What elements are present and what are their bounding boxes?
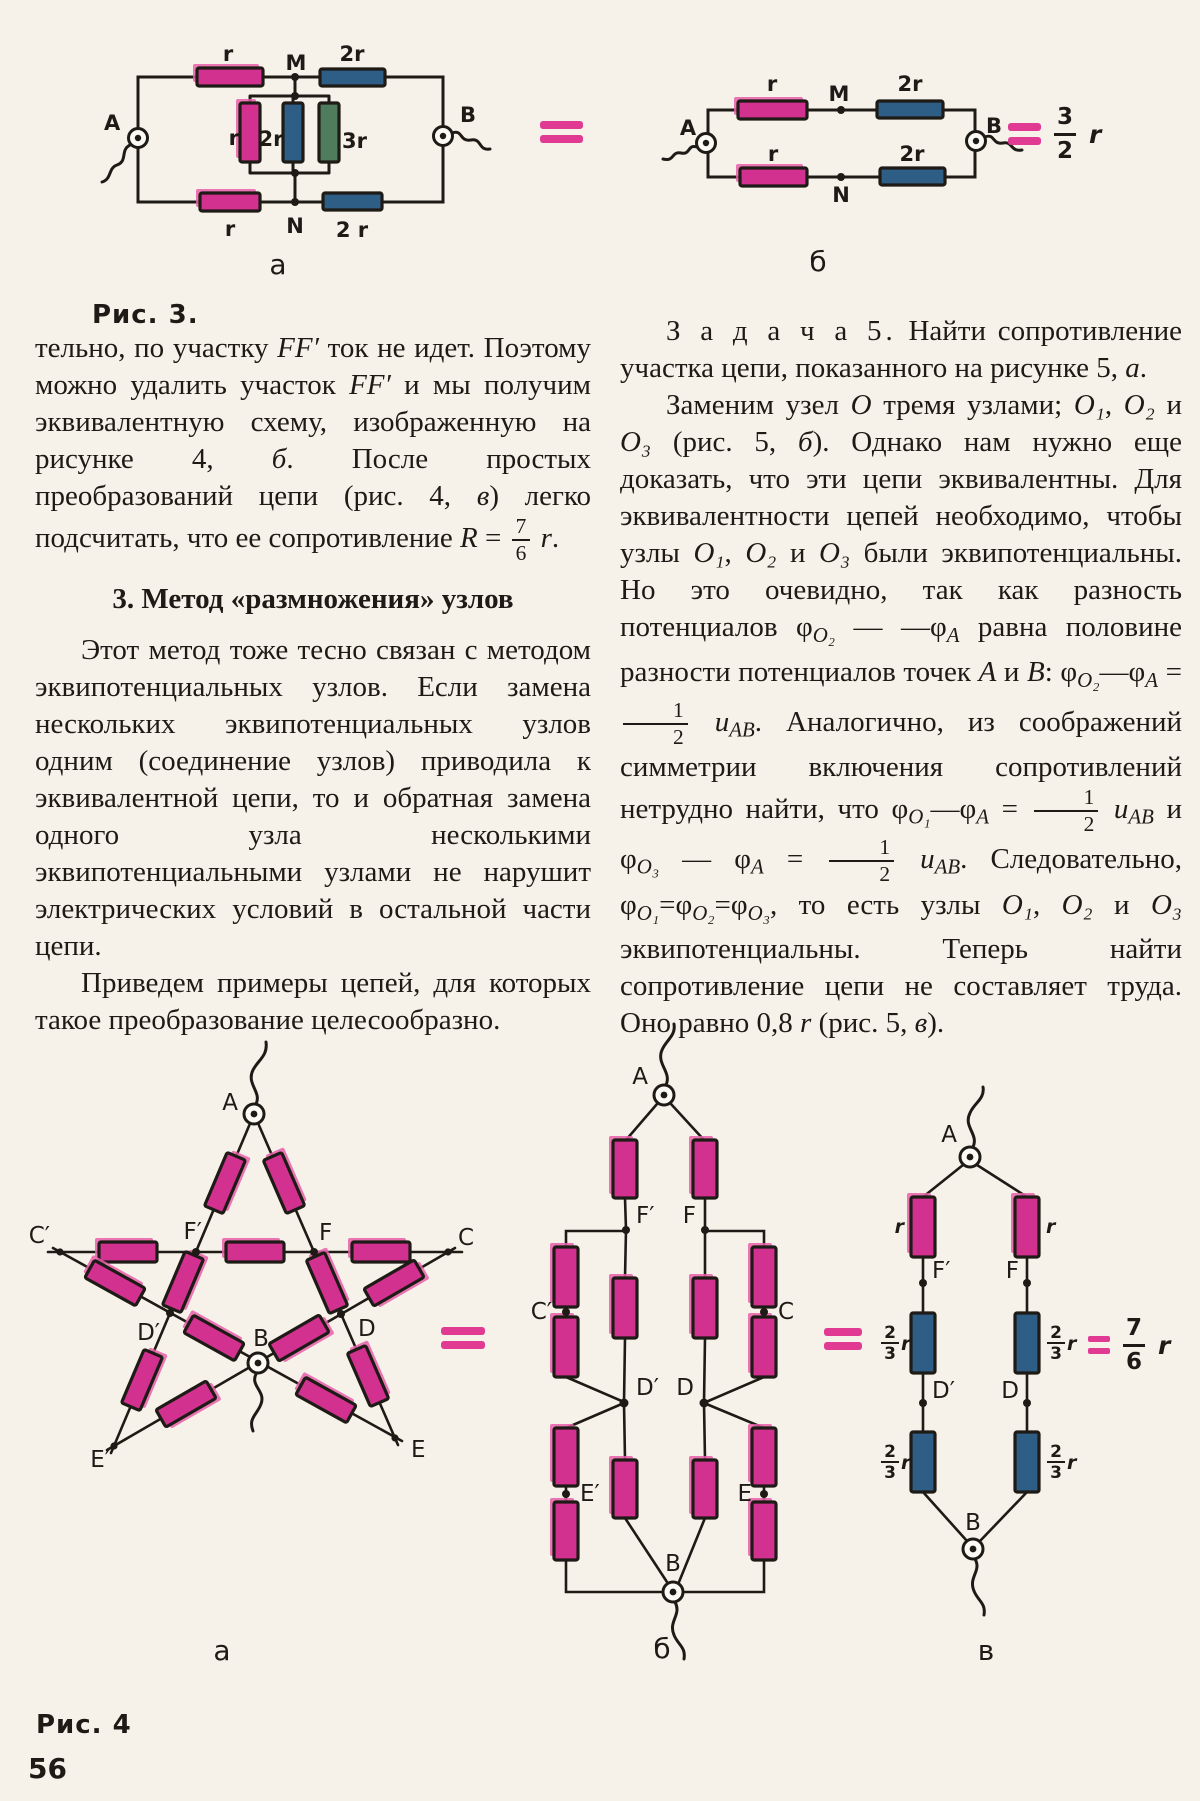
terminal-a-dot	[661, 1092, 668, 1099]
resistor	[1015, 1313, 1039, 1373]
node-label-d: D	[358, 1316, 376, 1342]
resistor-label: 3r	[342, 129, 367, 153]
resistor	[236, 99, 260, 162]
resistor	[204, 1149, 250, 1215]
paragraph: тельно, по участку FF′ ток не идет. Поэтому можно удалить участок FF′ и мы получим эквивалентную схему, изображенную на рисунке 4, б. После простых преобразований цепи (рис. 4, в) легко подсчитать, что ее сопротивление R = $\frac{7}{6}$ r.	[35, 332, 592, 566]
resistor-label: 2r	[899, 142, 925, 166]
node-label-n: N	[286, 214, 304, 238]
paragraph: З а д а ч а 5. Найти сопротивление участка цепи, показанного на рисунке 5, а.	[620, 315, 1183, 384]
resistor	[121, 1346, 167, 1412]
node-label-dp: D′	[137, 1320, 160, 1346]
resistor-label: r	[894, 1216, 904, 1238]
subfigure-label-v: в	[977, 1634, 995, 1667]
resistor-label: r	[1046, 1216, 1056, 1238]
resistor-label: r	[222, 42, 234, 66]
node-label-cp: C′	[530, 1299, 552, 1325]
node-label-a: A	[679, 116, 697, 140]
subfigure-label-b: б	[653, 1632, 671, 1665]
node-label-m: M	[285, 51, 307, 75]
right-column	[620, 313, 1182, 1042]
terminal-lead	[252, 1374, 262, 1431]
node-label-dp: D′	[636, 1375, 659, 1401]
subfigure-label-a: а	[269, 248, 287, 281]
terminal-lead	[972, 1559, 984, 1615]
resistor	[320, 69, 385, 86]
node-e-dot	[760, 1490, 768, 1498]
resistor	[550, 1313, 578, 1377]
equals-sign	[1008, 123, 1041, 145]
result-fraction	[1123, 1315, 1145, 1375]
paragraph: Приведем примеры цепей, для которых такое преобразование целесообразно.	[35, 967, 591, 1037]
resistor	[283, 103, 303, 162]
node-c-dot	[760, 1308, 768, 1316]
node-label-c: C	[778, 1299, 795, 1325]
fraction-numerator: 3	[1054, 104, 1076, 135]
terminal-a-dot	[135, 135, 141, 141]
node-label-f: F	[682, 1203, 696, 1229]
node-label-a: A	[222, 1090, 238, 1116]
fraction-denominator: 3	[884, 1344, 896, 1364]
resistor	[911, 1313, 935, 1373]
resistor	[319, 103, 339, 162]
terminal-lead	[452, 132, 490, 149]
node-label-m: M	[828, 82, 850, 106]
figure-4a-star-circuit	[20, 940, 490, 1525]
fraction-numerator: 7	[1123, 1315, 1145, 1346]
node-dp-dot	[620, 1399, 629, 1408]
terminal-lead	[661, 1024, 675, 1085]
node-fp-dot	[622, 1226, 630, 1234]
resistor	[364, 1258, 430, 1310]
resistor	[180, 1310, 246, 1361]
resistor	[1011, 1193, 1039, 1257]
node-label-ep: E′	[90, 1447, 110, 1473]
resistor	[689, 1274, 717, 1338]
node-label-d: D	[1001, 1378, 1019, 1404]
node-label-d: D	[676, 1375, 694, 1401]
resistor-label: r	[767, 142, 779, 166]
node-c-dot	[444, 1248, 451, 1255]
resistor	[736, 164, 807, 186]
fraction-denominator: 3	[1050, 1463, 1062, 1483]
fraction-numerator: 2	[884, 1442, 896, 1462]
resistor	[748, 1424, 776, 1486]
node-label-b: B	[460, 103, 477, 127]
terminal-b-dot	[255, 1360, 262, 1367]
paragraph: Этот метод тоже тесно связан с методом эквипотенциальных узлов. Если замена нескольких эквипотенциальных узлов одним (соединение узлов) приводила к эквивалентной цепи, то и обратная замена одного узла несколькими эквипотенциальными узлами не нарушит электрических условий в остальной части цепи.	[35, 634, 591, 963]
left-column	[35, 330, 591, 1039]
resistor	[911, 1432, 935, 1492]
resistor	[193, 64, 263, 86]
resistor-label-fraction	[1047, 1442, 1078, 1483]
node-d-dot	[1023, 1399, 1031, 1407]
node-dp-dot	[166, 1309, 174, 1317]
terminal-lead	[251, 1042, 266, 1104]
equals-sign	[441, 1327, 485, 1349]
node-f-dot	[310, 1248, 318, 1256]
node-label-b: B	[665, 1551, 681, 1577]
terminal-lead	[968, 1087, 983, 1147]
resistor	[196, 189, 260, 211]
terminal-a-dot	[703, 140, 709, 146]
equals-sign	[824, 1328, 862, 1350]
node-label-ep: E′	[580, 1481, 600, 1507]
resistor	[609, 1136, 637, 1198]
node-label-fp: F′	[932, 1258, 951, 1284]
resistor	[222, 1238, 284, 1262]
fraction-unit: r	[901, 1452, 911, 1474]
resistor	[346, 1340, 393, 1406]
node-label-e: E	[737, 1481, 752, 1507]
node-label-a: A	[632, 1064, 648, 1090]
resistor	[156, 1379, 222, 1431]
resistor	[550, 1498, 578, 1560]
node-label-b: B	[965, 1510, 981, 1536]
junction-dot	[291, 169, 299, 177]
equals-sign	[1088, 1336, 1110, 1354]
node-f-dot	[701, 1226, 709, 1234]
resistor	[748, 1313, 776, 1377]
node-label-b: B	[986, 114, 1003, 138]
fraction-denominator: 3	[884, 1463, 896, 1483]
fraction-denominator: 6	[1126, 1348, 1143, 1375]
node-label-a: A	[104, 111, 121, 135]
resistor-label-fraction	[881, 1442, 912, 1483]
resistor	[550, 1424, 578, 1486]
terminal-b-dot	[970, 1546, 977, 1553]
junction-dot	[291, 92, 299, 100]
section-heading: 3. Метод «размножения» узлов	[112, 583, 514, 616]
resistor	[689, 1136, 717, 1198]
circuit-wires	[566, 1104, 764, 1592]
figure-3a-circuit	[90, 30, 500, 280]
resistor	[269, 1313, 335, 1365]
resistor-label: r	[224, 217, 236, 241]
terminal-b-dot	[670, 1589, 677, 1596]
fraction-unit: r	[1067, 1333, 1077, 1355]
resistor	[550, 1243, 578, 1307]
resistor	[1015, 1432, 1039, 1492]
node-label-f: F	[1005, 1258, 1019, 1284]
node-fp-dot	[192, 1248, 200, 1256]
node-label-n: N	[832, 183, 850, 207]
resistor	[689, 1456, 717, 1518]
resistor	[348, 1238, 410, 1262]
fraction-denominator: 2	[1057, 137, 1074, 164]
resistor	[292, 1372, 358, 1423]
terminal-lead	[663, 146, 697, 159]
resistor-label: 2 r	[335, 218, 369, 242]
resistor-label: 2r	[258, 127, 284, 151]
figure-3-result	[1008, 97, 1101, 171]
resistor-label: r	[766, 72, 778, 96]
figure-3b-circuit	[600, 55, 1030, 230]
figure-4-result	[1088, 1308, 1170, 1382]
node-fp-dot	[919, 1279, 927, 1287]
node-d-dot	[700, 1399, 709, 1408]
resistor	[877, 101, 943, 118]
equals-sign	[540, 121, 583, 143]
resistor	[609, 1456, 637, 1518]
fraction-denominator: 3	[1050, 1344, 1062, 1364]
node-dp-dot	[919, 1399, 927, 1407]
node-cp-dot	[562, 1308, 570, 1316]
figure-3-caption: Рис. 3.	[92, 300, 199, 330]
fraction-numerator: 2	[1050, 1442, 1062, 1462]
terminal-lead	[102, 145, 130, 182]
node-label-e: E	[411, 1437, 426, 1463]
resistor	[609, 1274, 637, 1338]
node-label-fp: F′	[183, 1219, 202, 1245]
resistor	[262, 1147, 309, 1213]
resistor	[305, 1247, 352, 1313]
figure-4v-circuit	[860, 1080, 1095, 1640]
resistor-label-fraction	[1047, 1323, 1078, 1364]
result-unit: r	[1158, 1330, 1171, 1360]
result-fraction	[1054, 104, 1076, 164]
node-n-dot	[837, 173, 845, 181]
result-unit: r	[1089, 119, 1102, 149]
fraction-numerator: 2	[1050, 1323, 1062, 1343]
node-n-dot	[291, 198, 299, 206]
page-number: 56	[28, 1752, 67, 1785]
node-cp-dot	[56, 1248, 63, 1255]
fraction-unit: r	[901, 1333, 911, 1355]
resistor	[907, 1193, 935, 1257]
node-f-dot	[1023, 1279, 1031, 1287]
resistor	[880, 168, 945, 185]
figure-4-caption: Рис. 4	[36, 1710, 132, 1740]
node-label-f: F	[319, 1220, 333, 1246]
node-d-dot	[337, 1310, 345, 1318]
resistor-label: 2r	[339, 42, 365, 66]
resistor-label: r	[228, 126, 239, 150]
terminal-b-dot	[973, 138, 979, 144]
resistor	[748, 1498, 776, 1560]
node-label-b: B	[253, 1326, 269, 1352]
node-label-dp: D′	[932, 1378, 955, 1404]
resistor	[734, 97, 807, 119]
resistor-label: 2r	[897, 72, 923, 96]
node-m-dot	[837, 106, 845, 114]
subfigure-label-a: а	[213, 1634, 231, 1667]
terminal-a-dot	[967, 1154, 974, 1161]
resistor	[748, 1243, 776, 1307]
terminal-b-dot	[440, 133, 446, 139]
subfigure-label-b: б	[809, 245, 827, 278]
fraction-unit: r	[1067, 1452, 1077, 1474]
node-ep-dot	[562, 1490, 570, 1498]
node-label-cp: C′	[28, 1223, 50, 1249]
resistor	[162, 1248, 208, 1314]
resistor	[323, 193, 382, 210]
paragraph: Заменим узел O тремя узлами; O₁, O₂ и O₃ (рис. 5, б). Однако нам нужно еще доказать, что эти цепи эквивалентны. Для эквивалентности цепей необходимо, чтобы узлы O₁, O₂ и O₃ были эквипотенциальны. Но это очевидно, так как разность потенциалов $\varphi_{O_2}$ — $—\varphi_A$ равна половине разности потенциалов точек A и B: $\varphi_{O_2}—\varphi_A$ = $\frac{1}{2}$ $u_{AB}$. Аналогично, из соображений симметрии включения сопротивлений нетрудно найти, что $\varphi_{O_1}—\varphi_A$ = $\frac{1}{2}$ $u_{AB}$ и $\varphi_{O_3}$ — $\varphi_A$ = $\frac{1}{2}$ $u_{AB}$. Следовательно, $\varphi_{O_1}=\varphi_{O_2}=\varphi_{O_3}$, то есть узлы O₁, O₂ и O₃ эквипотенциальны. Теперь найти сопротивление цепи не составляет труда. Оно равно 0,8 r (рис. 5, в).	[620, 389, 1182, 1040]
node-label-a: A	[941, 1122, 957, 1148]
resistor-label-fraction	[881, 1323, 912, 1364]
terminal-a-dot	[251, 1111, 258, 1118]
resistor	[95, 1238, 157, 1262]
node-ep-dot	[110, 1442, 117, 1449]
node-label-c: C	[458, 1225, 475, 1251]
node-label-fp: F′	[636, 1203, 655, 1229]
fraction-numerator: 2	[884, 1323, 896, 1343]
node-e-dot	[391, 1434, 398, 1441]
figure-4b-circuit	[490, 1020, 810, 1670]
